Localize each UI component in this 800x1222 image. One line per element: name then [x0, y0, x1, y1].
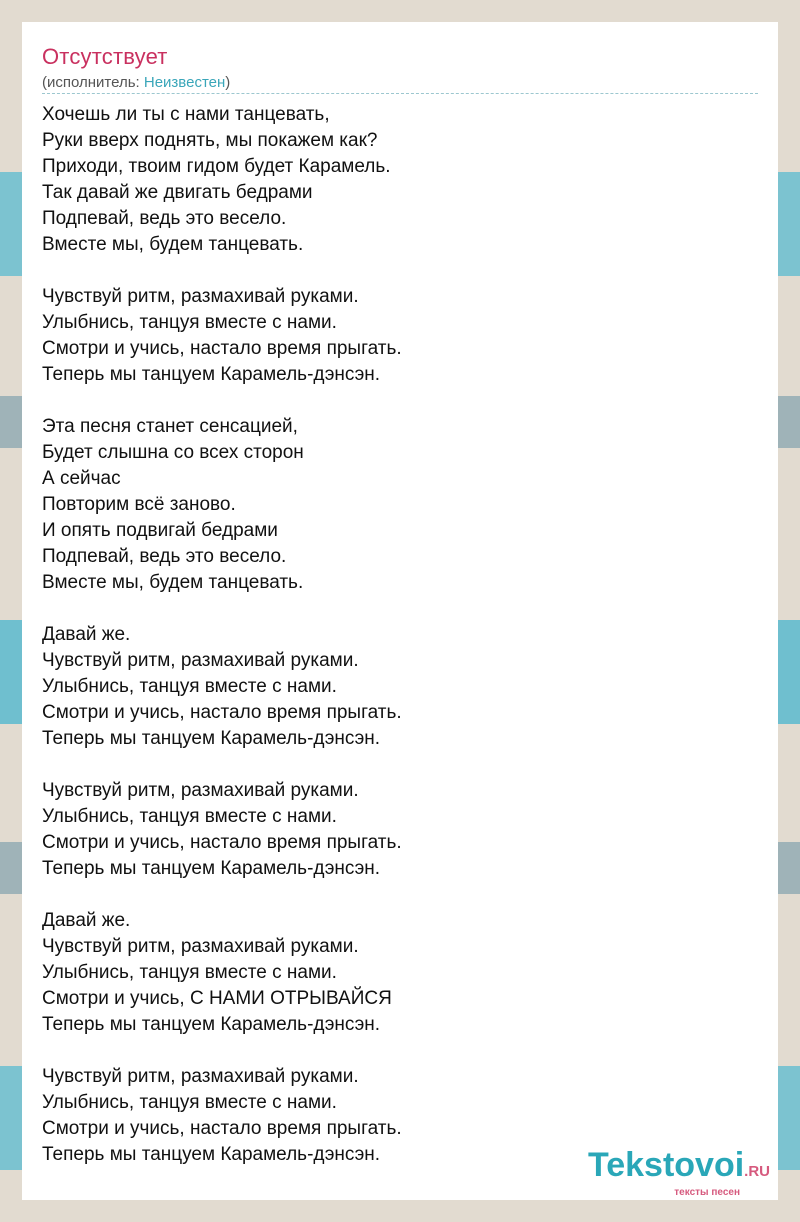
- lyric-line: Будет слышна со всех сторон: [42, 442, 304, 463]
- stanza-break: [42, 752, 758, 778]
- logo-tagline: тексты песен: [674, 1187, 740, 1198]
- lyric-line: Улыбнись, танцуя вместе с нами.: [42, 676, 337, 697]
- lyric-line: Так давай же двигать бедрами: [42, 182, 313, 203]
- stanza-break: [42, 388, 758, 414]
- artist-prefix: (исполнитель:: [42, 74, 144, 91]
- lyric-line: Смотри и учись, настало время прыгать.: [42, 702, 402, 723]
- lyric-line: Улыбнись, танцуя вместе с нами.: [42, 806, 337, 827]
- logo-name: Tekstovoi: [587, 1146, 745, 1184]
- lyric-line: Хочешь ли ты с нами танцевать,: [42, 104, 330, 125]
- lyric-line: Чувствуй ритм, размахивай руками.: [42, 936, 359, 957]
- stanza-break: [42, 258, 758, 284]
- lyric-line: Теперь мы танцуем Карамель-дэнсэн.: [42, 1144, 381, 1165]
- stanza-break: [42, 882, 758, 908]
- lyric-line: Улыбнись, танцуя вместе с нами.: [42, 1092, 337, 1113]
- lyric-line: Смотри и учись, настало время прыгать.: [42, 338, 402, 359]
- lyric-line: Эта песня станет сенсацией,: [42, 416, 298, 437]
- lyric-line: Смотри и учись, настало время прыгать.: [42, 1118, 402, 1139]
- artist-line: [42, 74, 230, 91]
- lyric-line: Давай же.: [42, 910, 131, 931]
- lyric-line: Чувствуй ритм, размахивай руками.: [42, 1066, 359, 1087]
- lyric-line: Давай же.: [42, 624, 131, 645]
- title-divider: [42, 93, 758, 94]
- song-title: Отсутствует: [42, 44, 168, 69]
- lyric-line: Улыбнись, танцуя вместе с нами.: [42, 962, 337, 983]
- artist-link[interactable]: Неизвестен: [143, 74, 226, 91]
- lyric-line: А сейчас: [42, 468, 121, 489]
- logo-tld: .RU: [744, 1163, 770, 1180]
- lyric-line: Теперь мы танцуем Карамель-дэнсэн.: [42, 728, 381, 749]
- lyric-line: Руки вверх поднять, мы покажем как?: [42, 130, 378, 151]
- lyric-line: Чувствуй ритм, размахивай руками.: [42, 650, 359, 671]
- lyric-line: Чувствуй ритм, размахивай руками.: [42, 780, 359, 801]
- lyric-line: Приходи, твоим гидом будет Карамель.: [42, 156, 391, 177]
- lyric-line: И опять подвигай бедрами: [42, 520, 278, 541]
- lyric-line: Смотри и учись, С НАМИ ОТРЫВАЙСЯ: [42, 988, 392, 1009]
- artist-suffix: ): [225, 74, 231, 91]
- lyric-line: Чувствуй ритм, размахивай руками.: [42, 286, 359, 307]
- lyrics-text: [42, 102, 758, 1168]
- lyric-line: Вместе мы, будем танцевать.: [42, 572, 304, 593]
- stanza-break: [42, 596, 758, 622]
- lyric-line: Теперь мы танцуем Карамель-дэнсэн.: [42, 364, 381, 385]
- lyric-line: Повторим всё заново.: [42, 494, 236, 515]
- lyrics-card: [22, 22, 778, 1200]
- lyric-line: Вместе мы, будем танцевать.: [42, 234, 304, 255]
- lyric-line: Подпевай, ведь это весело.: [42, 546, 287, 567]
- site-logo[interactable]: [588, 1148, 770, 1198]
- lyric-line: Подпевай, ведь это весело.: [42, 208, 287, 229]
- lyric-line: Теперь мы танцуем Карамель-дэнсэн.: [42, 1014, 381, 1035]
- lyric-line: Теперь мы танцуем Карамель-дэнсэн.: [42, 858, 381, 879]
- lyric-line: Смотри и учись, настало время прыгать.: [42, 832, 402, 853]
- stanza-break: [42, 1038, 758, 1064]
- lyric-line: Улыбнись, танцуя вместе с нами.: [42, 312, 337, 333]
